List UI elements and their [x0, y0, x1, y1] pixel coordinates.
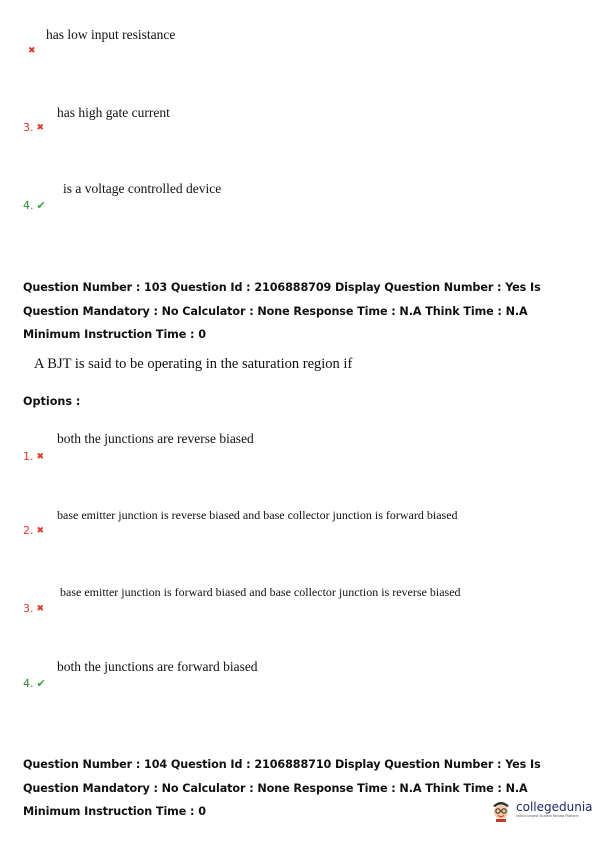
option-text-1: both the junctions are reverse biased [57, 431, 254, 446]
prev-option-marker-a [25, 46, 36, 56]
wrong-icon: ✖ [36, 525, 45, 536]
option-text-3: base emitter junction is forward biased and base collector junction is reverse biased [60, 585, 461, 599]
check-icon: ✔ [36, 677, 46, 690]
collegedunia-logo [490, 798, 593, 822]
option-number: 3. [23, 602, 34, 615]
mascot-icon [490, 798, 512, 822]
option-text-4: both the junctions are forward biased [57, 659, 258, 674]
option-number: 4. [23, 199, 34, 212]
wrong-icon: ✖ [36, 122, 45, 133]
option-number: 2. [23, 524, 34, 537]
option-marker-4 [23, 677, 46, 690]
question-text-103: A BJT is said to be operating in the saturation region if [34, 356, 353, 372]
prev-option-marker-4 [23, 199, 46, 212]
prev-option-marker-3 [23, 121, 44, 134]
logo-tagline: India's largest Student Review Platform [516, 814, 579, 818]
option-marker-1 [23, 450, 44, 463]
wrong-icon: ✖ [36, 603, 45, 614]
option-marker-2 [23, 524, 44, 537]
option-text-2: base emitter junction is reverse biased and base collector junction is forward biased [57, 508, 458, 522]
option-number: 4. [23, 677, 34, 690]
check-icon: ✔ [36, 199, 46, 212]
option-number: 3. [23, 121, 34, 134]
question-meta-104: Question Number : 104 Question Id : 2106888710 Display Question Number : Yes Is Question Mandatory : No Calculator : None Response Time : N.A Think Time : N.A Minimum Instruction Time : 0 [23, 758, 541, 818]
option-number: 1. [23, 450, 34, 463]
wrong-icon: ✖ [36, 451, 45, 462]
logo-name: collegedunia [516, 800, 593, 814]
question-meta-103: Question Number : 103 Question Id : 2106888709 Display Question Number : Yes Is Question Mandatory : No Calculator : None Response Time : N.A Think Time : N.A Minimum Instruction Time : 0 [23, 281, 541, 341]
prev-option-text-3: has high gate current [57, 105, 170, 120]
wrong-icon: ✖ [28, 46, 36, 56]
prev-option-text-4: is a voltage controlled device [63, 181, 222, 196]
prev-option-text-a: has low input resistance [46, 27, 176, 42]
options-label: Options : [23, 395, 81, 408]
option-marker-3 [23, 602, 44, 615]
